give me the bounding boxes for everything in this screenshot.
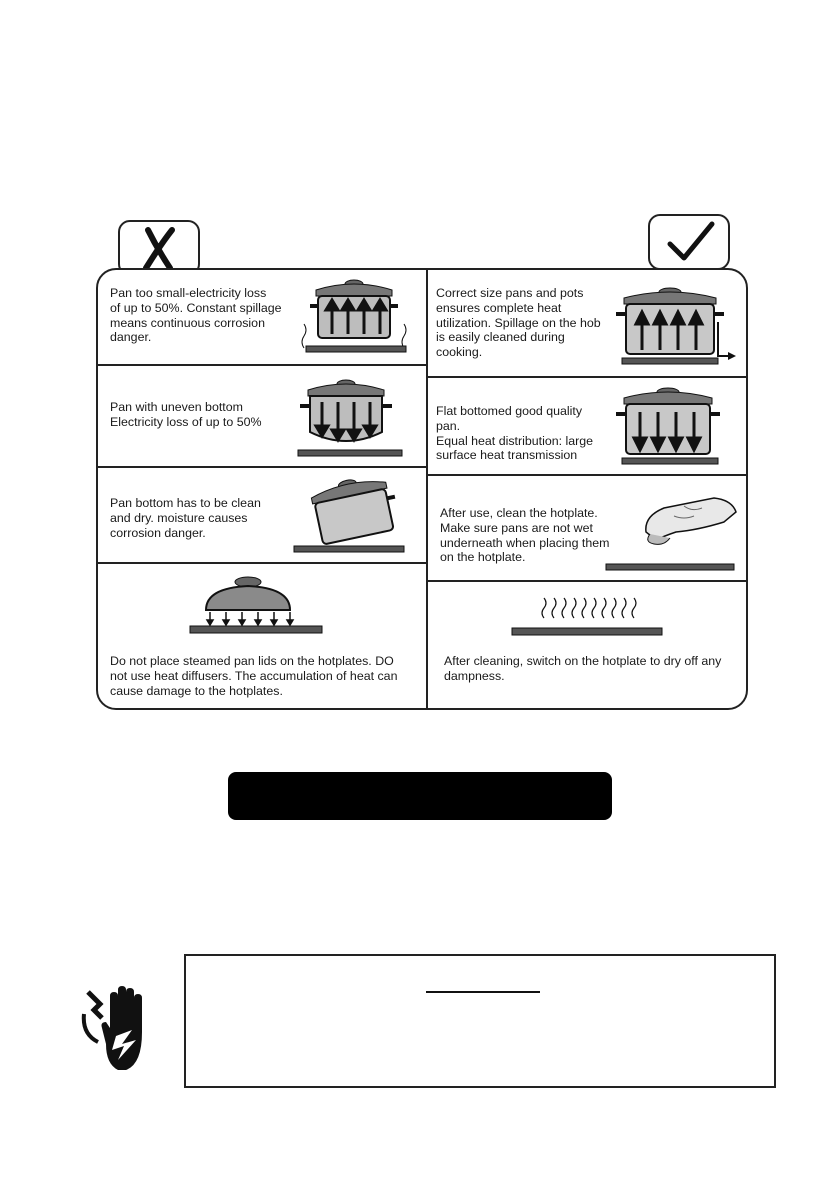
steamed-lid-warning-text: Do not place steamed pan lids on the hotplates. DO not use heat diffusers. The accumulation of heat can cause damage to the hotplates. xyxy=(110,654,398,698)
dry-hotplate-text: After cleaning, switch on the hotplate to dry off any dampness. xyxy=(444,654,722,683)
cleaning-hand-icon xyxy=(604,486,748,578)
flat-pan-icon xyxy=(606,382,736,472)
small-pan-on-hotplate-icon xyxy=(296,274,420,362)
check-mark-icon xyxy=(650,216,728,268)
correct-pan-icon xyxy=(606,282,746,374)
lid-on-hotplate-icon xyxy=(186,574,336,638)
uneven-pan-warning-text: Pan with uneven bottom Electricity loss of up to 50% xyxy=(110,400,262,429)
clean-hotplate-text: After use, clean the hotplate. Make sure pans are not wet underneath when placing them on the hotplate. xyxy=(440,506,610,565)
column-divider xyxy=(426,270,428,708)
small-pan-warning-text: Pan too small-electricity loss of up to 50%. Constant spillage means continuous corrosion danger. xyxy=(110,286,282,345)
clean-dry-pan-text: Pan bottom has to be clean and dry. moisture causes corrosion danger. xyxy=(110,496,261,540)
hotplate-steam-icon xyxy=(508,594,668,642)
check-mark-box xyxy=(648,214,730,270)
cross-mark-icon xyxy=(120,222,198,274)
row-divider xyxy=(98,364,426,366)
row-divider xyxy=(428,376,746,378)
correct-pan-text: Correct size pans and pots ensures complete heat utilization. Spillage on the hob is easily cleaned during cooking. xyxy=(436,286,601,360)
maintenance-heading-bar xyxy=(228,772,612,820)
uneven-pan-icon xyxy=(294,374,418,462)
tilted-wet-pan-icon xyxy=(282,476,418,560)
electric-shock-hand-icon xyxy=(80,984,170,1076)
row-divider xyxy=(98,466,426,468)
row-divider xyxy=(428,580,746,582)
warning-box xyxy=(184,954,776,1088)
warning-title-underline xyxy=(426,991,540,993)
flat-pan-text: Flat bottomed good quality pan. Equal heat distribution: large surface heat transmission xyxy=(436,404,594,463)
row-divider xyxy=(98,562,426,564)
pan-usage-card xyxy=(96,268,748,710)
row-divider xyxy=(428,474,746,476)
